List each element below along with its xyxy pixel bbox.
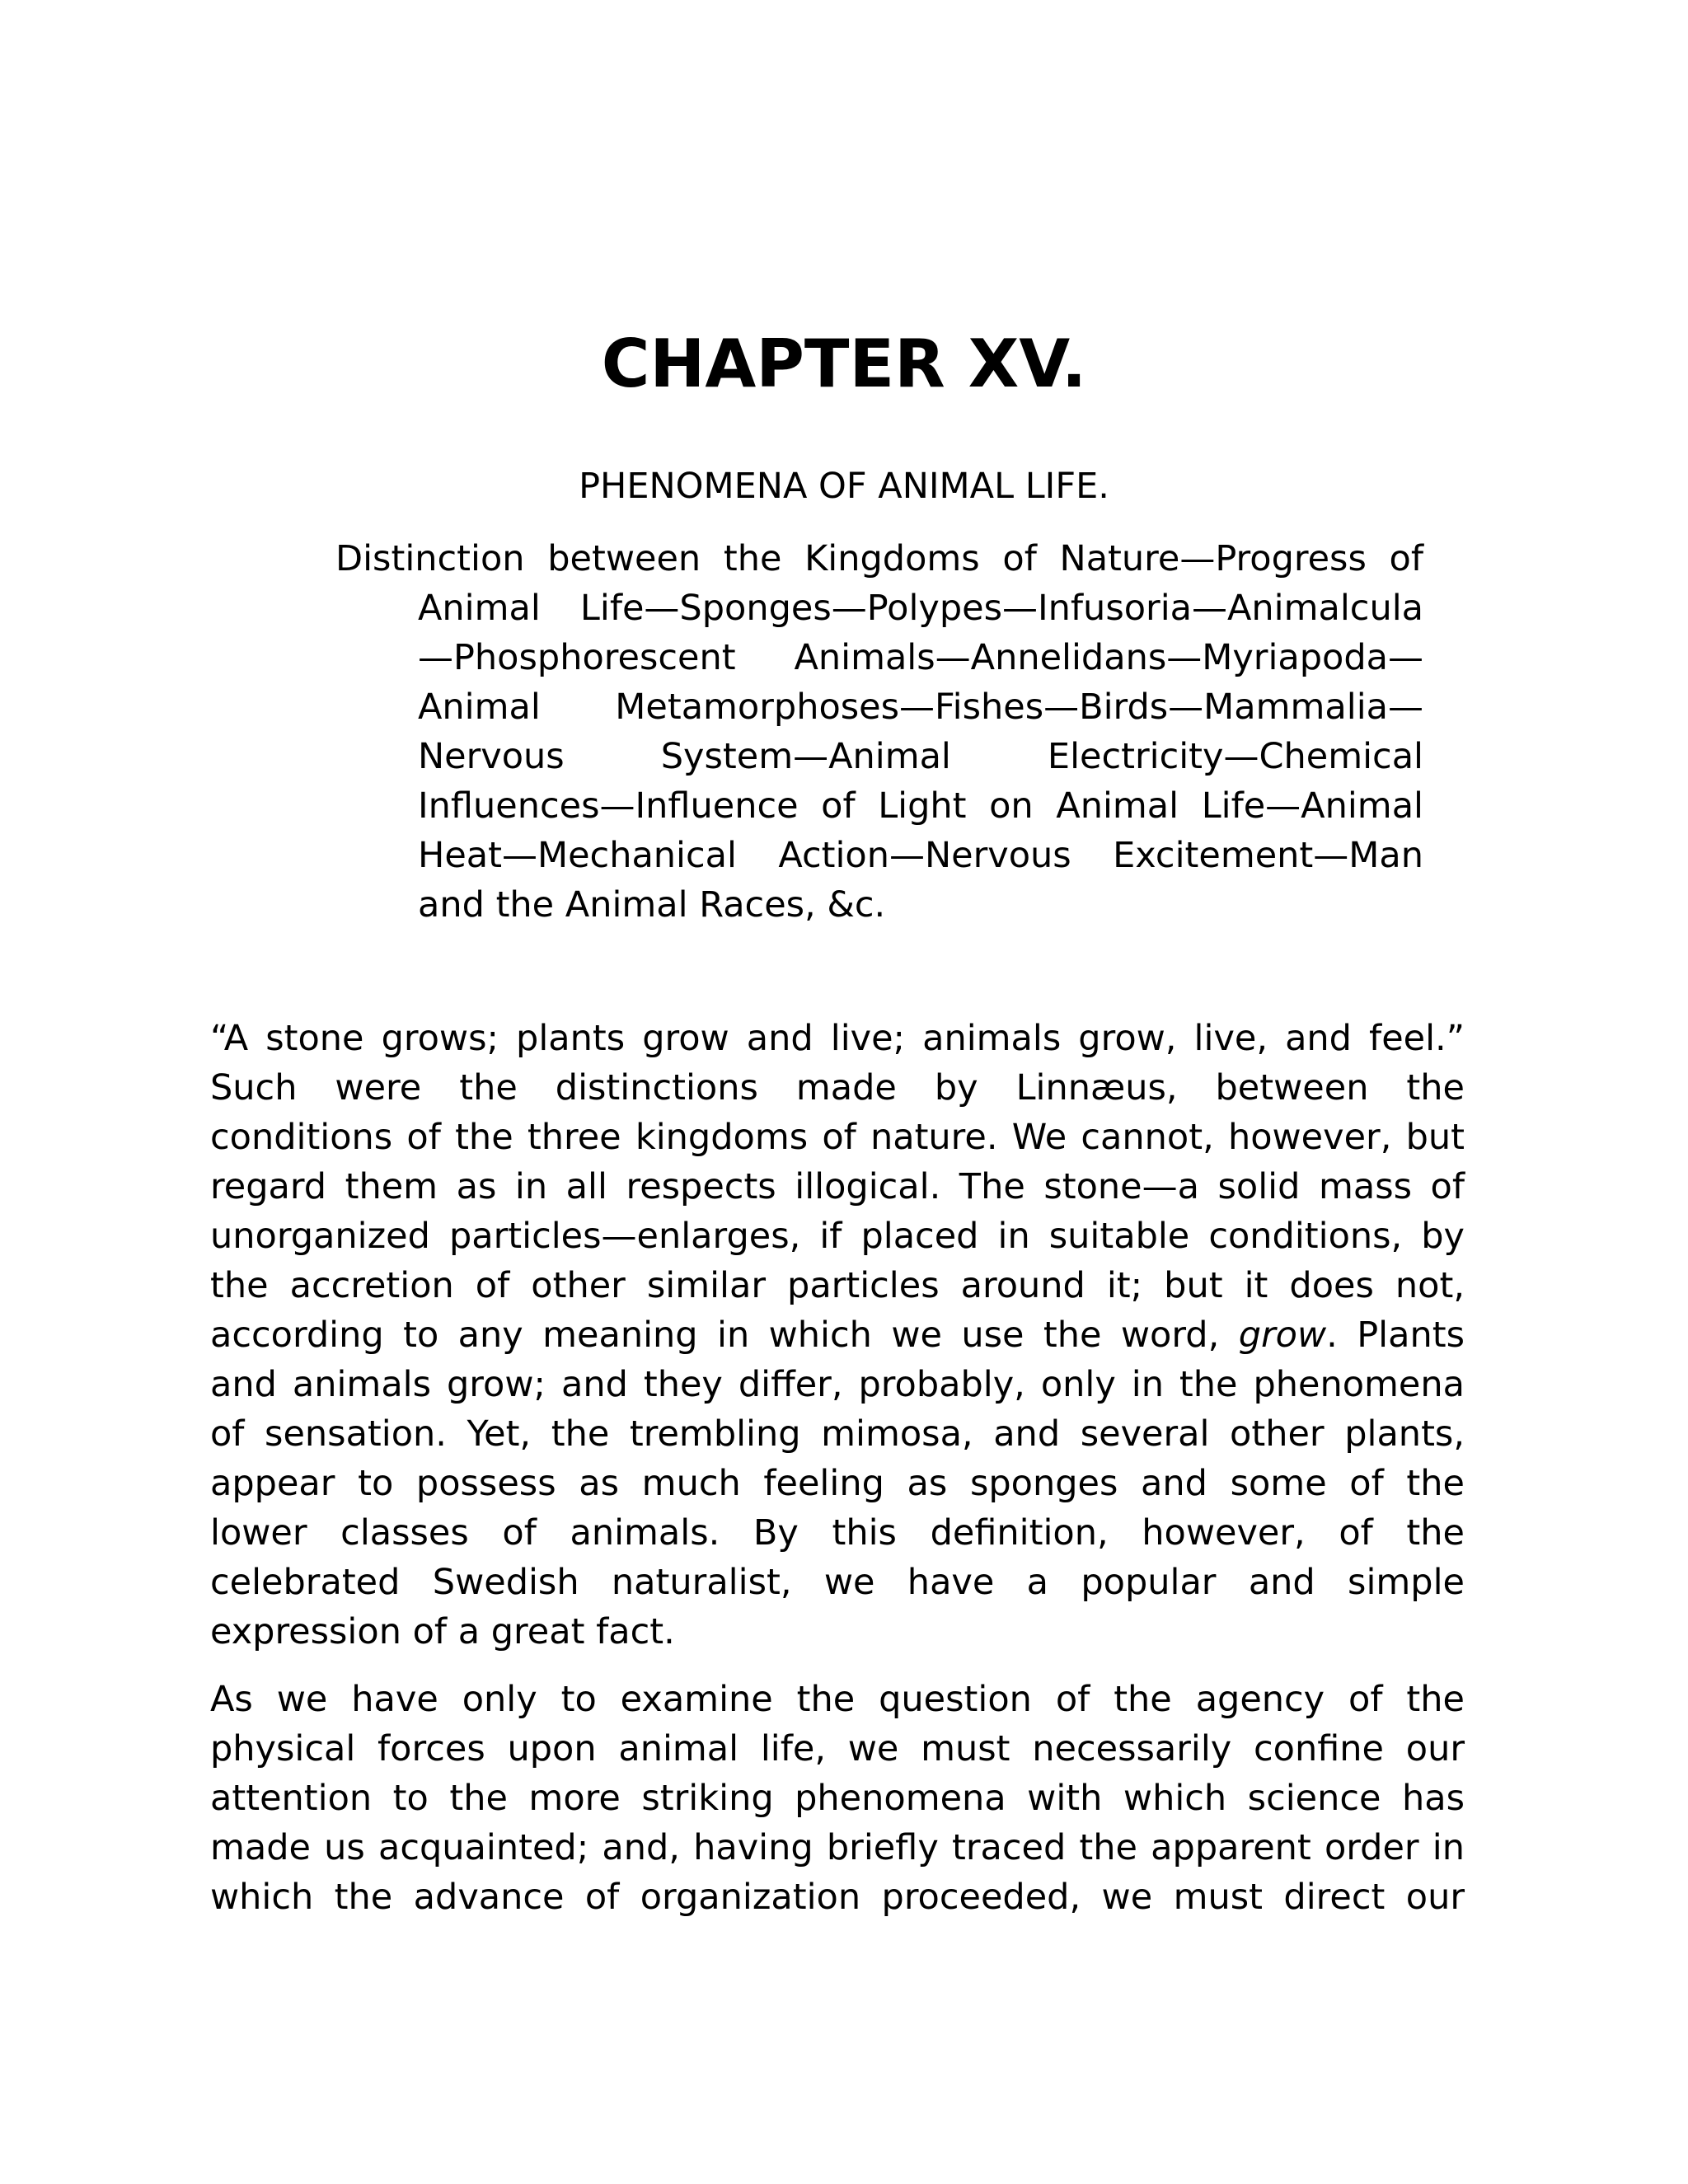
paragraph-line-segment: . Plants [1326, 1315, 1465, 1356]
summary-line: —Phosphorescent Animals—Annelidans—Myriapoda— [418, 637, 1423, 678]
paragraph-line: conditions of the three kingdoms of nature. We cannot, however, but [210, 1117, 1465, 1158]
paragraph-line: As we have only to examine the question of the agency of the [210, 1679, 1465, 1720]
paragraph-line: expression of a great fact. [210, 1611, 675, 1652]
paragraph-line: and animals grow; and they differ, probably, only in the phenomena [210, 1364, 1465, 1405]
paragraph-line: lower classes of animals. By this definition, however, of the [210, 1512, 1465, 1554]
summary-line: Animal Life—Sponges—Polypes—Infusoria—Animalcula [418, 588, 1423, 629]
summary-line: Influences—Influence of Light on Animal Life—Animal [418, 785, 1423, 827]
paragraph-line: the accretion of other similar particles around it; but it does not, [210, 1265, 1465, 1306]
emphasis-word: grow [1238, 1315, 1327, 1356]
chapter-subtitle: PHENOMENA OF ANIMAL LIFE. [579, 466, 1109, 507]
chapter-title: CHAPTER XV. [601, 326, 1087, 402]
paragraph-line-segment: according to any meaning in which we use the word, [210, 1315, 1220, 1356]
paragraph-line: physical forces upon animal life, we must necessarily confine our [210, 1728, 1465, 1769]
chapter-summary [335, 534, 1423, 930]
paragraph-line: unorganized particles—enlarges, if placed in suitable conditions, by [210, 1216, 1465, 1257]
paragraph-line: celebrated Swedish naturalist, we have a popular and simple [210, 1562, 1465, 1603]
summary-line: Animal Metamorphoses—Fishes—Birds—Mammalia— [418, 687, 1423, 728]
paragraph-1 [210, 1014, 1465, 1657]
paragraph-line-with-emphasis [210, 1310, 1465, 1360]
summary-line: and the Animal Races, &c. [418, 884, 886, 926]
paragraph-line: Such were the distinctions made by Linnæus, between the [210, 1067, 1465, 1108]
paragraph-line: appear to possess as much feeling as sponges and some of the [210, 1463, 1465, 1504]
paragraph-line: regard them as in all respects illogical. The stone—a solid mass of [210, 1166, 1465, 1207]
summary-line: Nervous System—Animal Electricity—Chemical [418, 736, 1423, 777]
paragraph-line: of sensation. Yet, the trembling mimosa, and several other plants, [210, 1413, 1465, 1455]
paragraph-line: made us acquainted; and, having briefly traced the apparent order in [210, 1827, 1465, 1868]
summary-line: Heat—Mechanical Action—Nervous Excitement—Man [418, 835, 1423, 876]
paragraph-2 [210, 1675, 1465, 1922]
paragraph-line: “A stone grows; plants grow and live; animals grow, live, and feel.” [210, 1018, 1465, 1059]
summary-line: Distinction between the Kingdoms of Nature—Progress of [335, 538, 1423, 579]
paragraph-line: attention to the more striking phenomena with which science has [210, 1778, 1465, 1819]
paragraph-line: which the advance of organization proceeded, we must direct our [210, 1877, 1465, 1918]
